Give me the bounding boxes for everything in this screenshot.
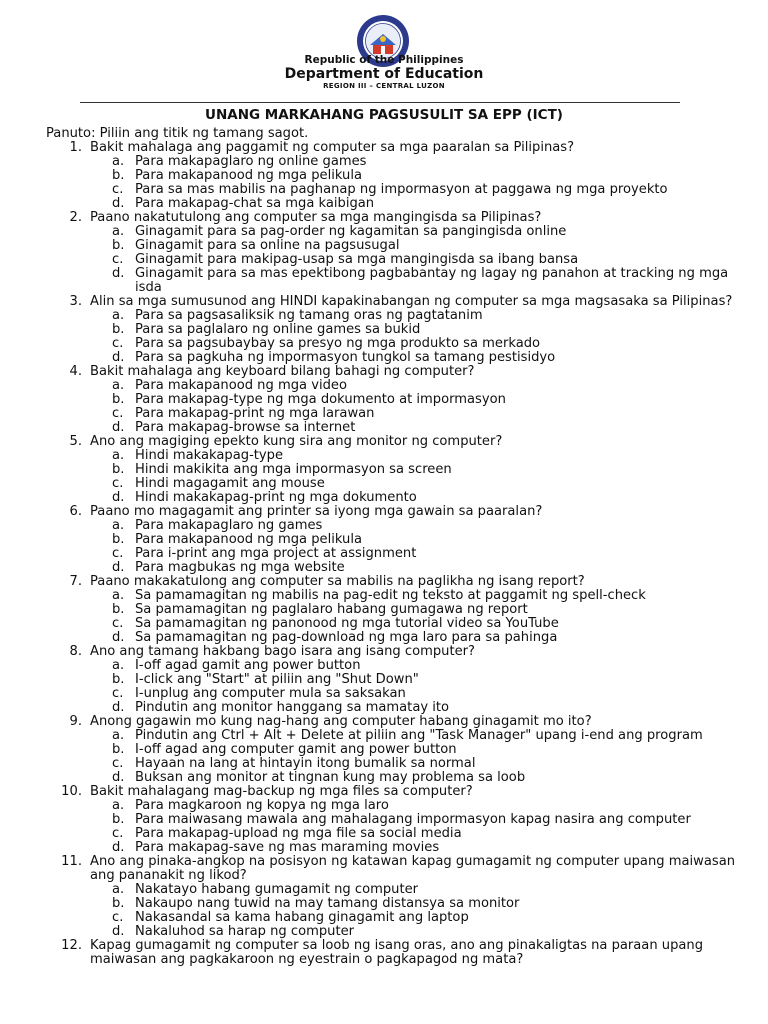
choice-letter: d. [112,700,125,715]
choice-list [90,883,746,939]
choice-letter: a. [112,154,125,169]
question-item [46,365,746,435]
choice-item[interactable] [90,659,746,673]
choice-text: I-off agad ang computer gamit ang power button [135,742,457,757]
choice-item[interactable] [90,463,746,477]
choice-list [90,309,746,365]
question-list [46,141,746,967]
choice-item[interactable] [90,673,746,687]
question-number: 12. [61,938,82,953]
department-name: Department of Education [284,66,484,82]
choice-letter: a. [112,658,125,673]
question-text: Bakit mahalagang mag-backup ng mga files sa computer? [90,784,473,799]
choice-item[interactable] [90,897,746,911]
choice-letter: b. [112,672,125,687]
choice-list [90,449,746,505]
question-number: 10. [61,784,82,799]
choice-letter: d. [112,840,125,855]
question-number: 11. [61,854,82,869]
choice-letter: b. [112,392,125,407]
choice-text: Para i-print ang mga project at assignment [135,546,417,561]
choice-item[interactable] [90,421,746,435]
choice-item[interactable] [90,841,746,855]
choice-item[interactable] [90,757,746,771]
question-number: 9. [69,714,82,729]
question-text: Ano ang pinaka-angkop na posisyon ng katawan kapag gumagamit ng computer upang maiwasan ang pananakit ng likod? [90,854,736,883]
choice-text: Para makapag-type ng mga dokumento at impormasyon [135,392,506,407]
choice-list [90,589,746,645]
choice-text: Para makapanood ng mga pelikula [135,532,362,547]
choice-text: Para makapag-chat sa mga kaibigan [135,196,375,211]
choice-item[interactable] [90,309,746,323]
choice-item[interactable] [90,155,746,169]
choice-letter: b. [112,602,125,617]
choice-item[interactable] [90,547,746,561]
choice-text: Ginagamit para sa online na pagsusugal [135,238,400,253]
question-number: 4. [69,364,82,379]
choice-letter: c. [112,476,124,491]
exam-content [46,127,746,967]
choice-text: Nakatayo habang gumagamit ng computer [135,882,419,897]
instructions: Panuto: Piliin ang titik ng tamang sagot. [46,126,309,141]
choice-text: Pindutin ang monitor hanggang sa mamatay ito [135,700,450,715]
choice-text: Hindi makikita ang mga impormasyon sa screen [135,462,452,477]
question-item [46,295,746,365]
question-text: Paano nakatutulong ang computer sa mga mangingisda sa Pilipinas? [90,210,542,225]
choice-text: Sa pamamagitan ng mabilis na pag-edit ng teksto at paggamit ng spell-check [135,588,646,603]
question-item [46,785,746,855]
choice-item[interactable] [90,631,746,645]
choice-letter: b. [112,896,125,911]
choice-item[interactable] [90,603,746,617]
choice-text: Para makapaglaro ng games [135,518,323,533]
choice-letter: b. [112,742,125,757]
choice-letter: c. [112,252,124,267]
choice-item[interactable] [90,169,746,183]
choice-text: Hindi magagamit ang mouse [135,476,325,491]
choice-text: Para sa paglalaro ng online games sa bukid [135,322,421,337]
choice-letter: b. [112,462,125,477]
choice-item[interactable] [90,589,746,603]
question-item [46,855,746,939]
question-item [46,645,746,715]
question-number: 2. [69,210,82,225]
question-number: 1. [69,140,82,155]
choice-text: Ginagamit para sa mas epektibong pagbabantay ng lagay ng panahon at tracking ng mga isda [135,266,729,295]
choice-item[interactable] [90,701,746,715]
choice-letter: b. [112,238,125,253]
choice-text: I-unplug ang computer mula sa saksakan [135,686,406,701]
exam-title: UNANG MARKAHANG PAGSUSULIT SA EPP (ICT) [205,107,563,123]
choice-text: Buksan ang monitor at tingnan kung may problema sa loob [135,770,526,785]
choice-letter: d. [112,420,125,435]
choice-letter: d. [112,770,125,785]
choice-letter: b. [112,322,125,337]
choice-letter: c. [112,910,124,925]
choice-letter: a. [112,728,125,743]
choice-item[interactable] [90,533,746,547]
choice-letter: c. [112,336,124,351]
question-number: 8. [69,644,82,659]
question-item [46,939,746,967]
choice-text: Hindi makakapag-type [135,448,284,463]
choice-letter: a. [112,518,125,533]
choice-item[interactable] [90,883,746,897]
choice-list [90,659,746,715]
choice-text: Para sa pagkuha ng impormasyon tungkol sa tamang pestisidyo [135,350,556,365]
choice-letter: d. [112,630,125,645]
choice-item[interactable] [90,407,746,421]
choice-letter: c. [112,826,124,841]
choice-item[interactable] [90,617,746,631]
choice-text: Para makapag-browse sa internet [135,420,356,435]
choice-text: Nakaluhod sa harap ng computer [135,924,355,939]
choice-text: Sa pamamagitan ng pag-download ng mga laro para sa pahinga [135,630,558,645]
choice-text: Para sa mas mabilis na paghanap ng impormasyon at paggawa ng mga proyekto [135,182,668,197]
choice-text: Para makapanood ng mga pelikula [135,168,362,183]
question-item [46,435,746,505]
choice-letter: c. [112,182,124,197]
question-item [46,211,746,295]
choice-item[interactable] [90,337,746,351]
choice-item[interactable] [90,911,746,925]
choice-letter: a. [112,798,125,813]
choice-letter: a. [112,224,125,239]
choice-text: Ginagamit para makipag-usap sa mga mangingisda sa ibang bansa [135,252,579,267]
choice-item[interactable] [90,491,746,505]
choice-text: I-off agad gamit ang power button [135,658,361,673]
question-text: Kapag gumagamit ng computer sa loob ng isang oras, ano ang pinakaligtas na paraan upang maiwasan ang pagkakaroon ng eyestrain o pagkapagod ng mata? [90,938,704,967]
choice-text: Nakasandal sa kama habang ginagamit ang laptop [135,910,469,925]
choice-text: Nakaupo nang tuwid na may tamang distansya sa monitor [135,896,520,911]
question-item [46,505,746,575]
question-item [46,575,746,645]
choice-letter: d. [112,560,125,575]
choice-letter: d. [112,490,125,505]
question-number: 5. [69,434,82,449]
choice-item[interactable] [90,799,746,813]
choice-list [90,379,746,435]
question-item [46,141,746,211]
header-divider [80,102,680,103]
choice-item[interactable] [90,561,746,575]
choice-text: Para makapag-print ng mga larawan [135,406,375,421]
question-text: Alin sa mga sumusunod ang HINDI kapakinabangan ng computer sa mga magsasaka sa Pilipinas? [90,294,733,309]
choice-text: Hayaan na lang at hintayin itong bumalik sa normal [135,756,476,771]
question-number: 3. [69,294,82,309]
choice-item[interactable] [90,925,746,939]
choice-letter: a. [112,308,125,323]
choice-list [90,519,746,575]
choice-letter: c. [112,756,124,771]
choice-list [90,799,746,855]
choice-letter: c. [112,686,124,701]
choice-text: Para makapanood ng mga video [135,378,347,393]
choice-item[interactable] [90,729,746,743]
choice-item[interactable] [90,519,746,533]
choice-item[interactable] [90,239,746,253]
question-text: Ano ang tamang hakbang bago isara ang isang computer? [90,644,475,659]
choice-text: Para magkaroon ng kopya ng mga laro [135,798,389,813]
choice-letter: a. [112,882,125,897]
choice-letter: a. [112,588,125,603]
choice-letter: b. [112,532,125,547]
choice-text: Ginagamit para sa pag-order ng kagamitan sa pangingisda online [135,224,567,239]
choice-item[interactable] [90,687,746,701]
question-item [46,715,746,785]
choice-text: Para makapag-save ng mas maraming movies [135,840,440,855]
question-text: Bakit mahalaga ang paggamit ng computer sa mga paaralan sa Pilipinas? [90,140,575,155]
choice-item[interactable] [90,743,746,757]
question-number: 6. [69,504,82,519]
choice-text: Para sa pagsubaybay sa presyo ng mga produkto sa merkado [135,336,541,351]
choice-letter: a. [112,378,125,393]
choice-item[interactable] [90,771,746,785]
choice-text: Hindi makakapag-print ng mga dokumento [135,490,417,505]
choice-letter: d. [112,924,125,939]
choice-list [90,225,746,295]
choice-text: Para sa pagsasaliksik ng tamang oras ng pagtatanim [135,308,483,323]
choice-letter: b. [112,168,125,183]
choice-item[interactable] [90,253,746,267]
choice-item[interactable] [90,827,746,841]
question-text: Paano mo magagamit ang printer sa iyong mga gawain sa paaralan? [90,504,543,519]
choice-text: Para maiwasang mawala ang mahalagang impormasyon kapag nasira ang computer [135,812,691,827]
choice-letter: d. [112,266,125,281]
choice-text: I-click ang "Start" at piliin ang "Shut Down" [135,672,419,687]
choice-text: Sa pamamagitan ng paglalaro habang gumagawa ng report [135,602,528,617]
choice-item[interactable] [90,197,746,211]
choice-item[interactable] [90,323,746,337]
choice-letter: d. [112,350,125,365]
choice-list [90,155,746,211]
choice-item[interactable] [90,183,746,197]
question-text: Paano makakatulong ang computer sa mabilis na paglikha ng isang report? [90,574,585,589]
choice-letter: a. [112,448,125,463]
choice-item[interactable] [90,449,746,463]
choice-text: Para magbukas ng mga website [135,560,345,575]
choice-letter: b. [112,812,125,827]
choice-item[interactable] [90,225,746,239]
choice-item[interactable] [90,393,746,407]
choice-letter: c. [112,406,124,421]
choice-text: Pindutin ang Ctrl + Alt + Delete at piliin ang "Task Manager" upang i-end ang program [135,728,703,743]
choice-text: Sa pamamagitan ng panonood ng mga tutorial video sa YouTube [135,616,559,631]
question-number: 7. [69,574,82,589]
choice-item[interactable] [90,267,746,295]
region-label: REGION III – CENTRAL LUZON [323,82,445,90]
choice-item[interactable] [90,351,746,365]
question-text: Anong gagawin mo kung nag-hang ang computer habang ginagamit mo ito? [90,714,592,729]
question-text: Ano ang magiging epekto kung sira ang monitor ng computer? [90,434,503,449]
choice-item[interactable] [90,813,746,827]
choice-letter: c. [112,616,124,631]
choice-item[interactable] [90,477,746,491]
choice-letter: c. [112,546,124,561]
question-text: Bakit mahalaga ang keyboard bilang bahagi ng computer? [90,364,475,379]
choice-letter: d. [112,196,125,211]
choice-item[interactable] [90,379,746,393]
choice-text: Para makapaglaro ng online games [135,154,367,169]
choice-list [90,729,746,785]
choice-text: Para makapag-upload ng mga file sa social media [135,826,462,841]
republic-label: Republic of the Philippines [304,54,464,66]
